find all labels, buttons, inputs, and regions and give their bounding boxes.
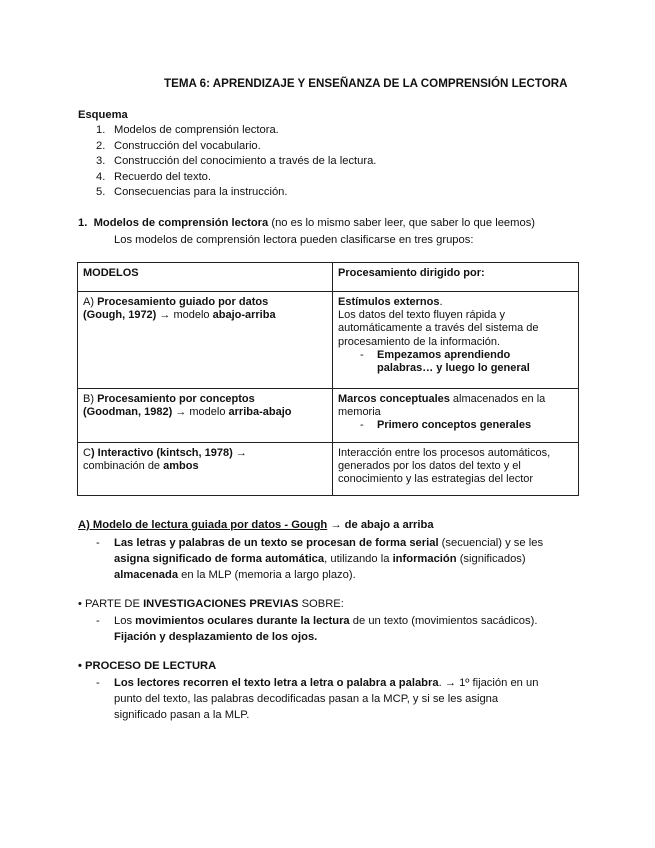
table-cell: B) Procesamiento por conceptos (Goodman, 1982) → modelo arriba-abajo — [78, 389, 333, 443]
table-header-cell: Procesamiento dirigido por: — [333, 263, 579, 292]
list-item: 3. Construcción del conocimiento a través de la lectura. — [96, 155, 377, 167]
table-cell: Marcos conceptuales almacenados en la memoria - Primero conceptos generales — [333, 389, 579, 443]
esquema-list — [96, 123, 376, 201]
list-item: 2. Construcción del vocabulario. — [96, 139, 261, 152]
page-title: TEMA 6: APRENDIZAJE Y ENSEÑANZA DE LA COMPRENSIÓN LECTORA — [164, 77, 568, 90]
table-cell: Estímulos externos. Los datos del texto fluyen rápida y automáticamente a través del sistema de procesamiento de la información. - Empezamos aprendiendo palabras… y luego lo general — [333, 292, 579, 389]
list-item: - Los movimientos oculares durante la lectura de un texto (movimientos sacádicos). Fijación y desplazamiento de los ojos. — [96, 615, 538, 643]
section-1-intro: Los modelos de comprensión lectora pueden clasificarse en tres grupos: — [114, 234, 474, 246]
table-cell: Interacción entre los procesos automáticos, generados por los datos del texto y el conocimiento y las estrategias del lector — [333, 443, 579, 496]
section-1-heading: 1. Modelos de comprensión lectora (no es lo mismo saber leer, que saber lo que leemos) — [78, 217, 536, 229]
esquema-heading: Esquema — [78, 109, 128, 121]
investigaciones-heading: • PARTE DE INVESTIGACIONES PREVIAS SOBRE: — [78, 598, 344, 610]
table-row — [78, 292, 579, 389]
list-item: - Las letras y palabras de un texto se procesan de forma serial (secuencial) y se les asigna significado de forma automática, utilizando la información (significados) almacenada en la MLP (memoria a largo plazo). — [96, 537, 544, 581]
table-header-row — [78, 263, 579, 292]
models-table — [77, 262, 579, 496]
section-a-heading: A) Modelo de lectura guiada por datos - Gough → de abajo a arriba — [78, 519, 434, 531]
table-cell: A) Procesamiento guiado por datos (Gough, 1972) → modelo abajo-arriba — [78, 292, 333, 389]
list-item: 5. Consecuencias para la instrucción. — [96, 186, 288, 198]
list-item: - Primero conceptos generales — [360, 419, 532, 432]
proceso-heading: • PROCESO DE LECTURA — [78, 660, 217, 672]
list-item: 1. Modelos de comprensión lectora. — [96, 124, 279, 136]
table-row — [78, 389, 579, 443]
table-header-cell: MODELOS — [78, 263, 333, 292]
list-item: 4. Recuerdo del texto. — [96, 170, 212, 183]
list-item: - Los lectores recorren el texto letra a letra o palabra a palabra. → 1º fijación en un punto del texto, las palabras decodificadas pasan a la MCP, y si se les asigna significado pasan a la MLP. — [96, 677, 539, 721]
table-cell: C) Interactivo (kintsch, 1978) → combinación de ambos — [78, 443, 333, 496]
table-row — [78, 443, 579, 496]
list-item: - Empezamos aprendiendo palabras… y luego lo general — [360, 348, 530, 375]
